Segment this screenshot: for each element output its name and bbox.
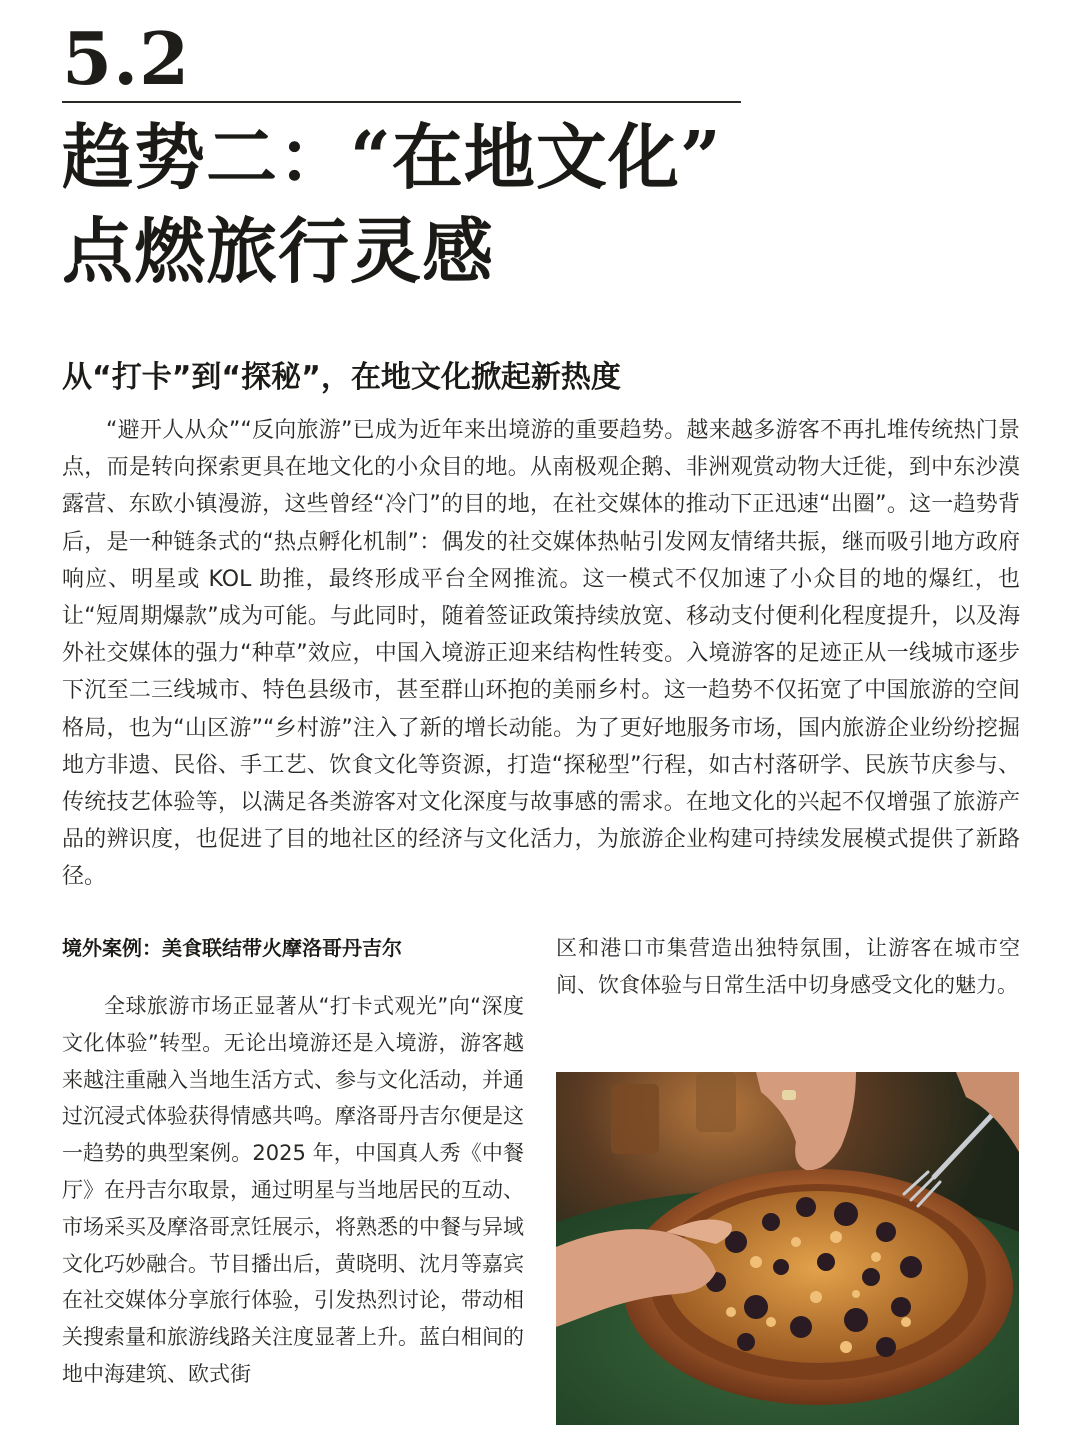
page-title-line-1: 趋势二：“在地文化” [62, 115, 722, 199]
section-subheading: 从“打卡”到“探秘”，在地文化掀起新热度 [62, 360, 621, 395]
section-number: 5.2 [62, 16, 191, 101]
case-study-body-right: 区和港口市集营造出独特氛围，让游客在城市空间、饮食体验与日常生活中切身感受文化的魅力。 [556, 936, 1020, 997]
section-body-paragraph: “避开人从众”“反向旅游”已成为近年来出境游的重要趋势。越来越多游客不再扎堆传统热门景点，而是转向探索更具在地文化的小众目的地。从南极观企鹅、非洲观赏动物大迁徙，到中东沙漠露营、东欧小镇漫游，这些曾经“冷门”的目的地，在社交媒体的推动下正迅速“出圈”。这一趋势背后，是一种链条式的“热点孵化机制”：偶发的社交媒体热帖引发网友情绪共振，继而吸引地方政府响应、明星或 KOL 助推，最终形成平台全网推流。这一模式不仅加速了小众目的地的爆红，也让“短周期爆款”成为可能。与此同时，随着签证政策持续放宽、移动支付便利化程度提升，以及海外社交媒体的强力“种草”效应，中国入境游正迎来结构性转变。入境游客的足迹正从一线城市逐步下沉至二三线城市、特色县级市，甚至群山环抱的美丽乡村。这一趋势不仅拓宽了中国旅游的空间格局，也为“山区游”“乡村游”注入了新的增长动能。为了更好地服务市场，国内旅游企业纷纷挖掘地方非遗、民俗、手工艺、饮食文化等资源，打造“探秘型”行程，如古村落研学、民族节庆参与、传统技艺体验等，以满足各类游客对文化深度与故事感的需求。在地文化的兴起不仅增强了旅游产品的辨识度，也促进了目的地社区的经济与文化活力，为旅游企业构建可持续发展模式提供了新路径。 [62, 418, 1020, 890]
tagine-dinner-photo [556, 1072, 1019, 1425]
case-study-body-left: 全球旅游市场正显著从“打卡式观光”向“深度文化体验”转型。无论出境游还是入境游，游客越来越注重融入当地生活方式、参与文化活动，并通过沉浸式体验获得情感共鸣。摩洛哥丹吉尔便是这一趋势的典型案例。2025 年，中国真人秀《中餐厅》在丹吉尔取景，通过明星与当地居民的互动、市场采买及摩洛哥烹饪展示，将熟悉的中餐与异域文化巧妙融合。节目播出后，黄晓明、沈月等嘉宾在社交媒体分享旅行体验，引发热烈讨论，带动相关搜索量和旅游线路关注度显著上升。蓝白相间的地中海建筑、欧式街 [62, 994, 524, 1386]
page-title-line-2: 点燃旅行灵感 [62, 209, 495, 293]
case-study-heading: 境外案例：美食联结带火摩洛哥丹吉尔 [62, 936, 402, 960]
page-title [62, 110, 1022, 298]
title-divider [62, 101, 741, 103]
